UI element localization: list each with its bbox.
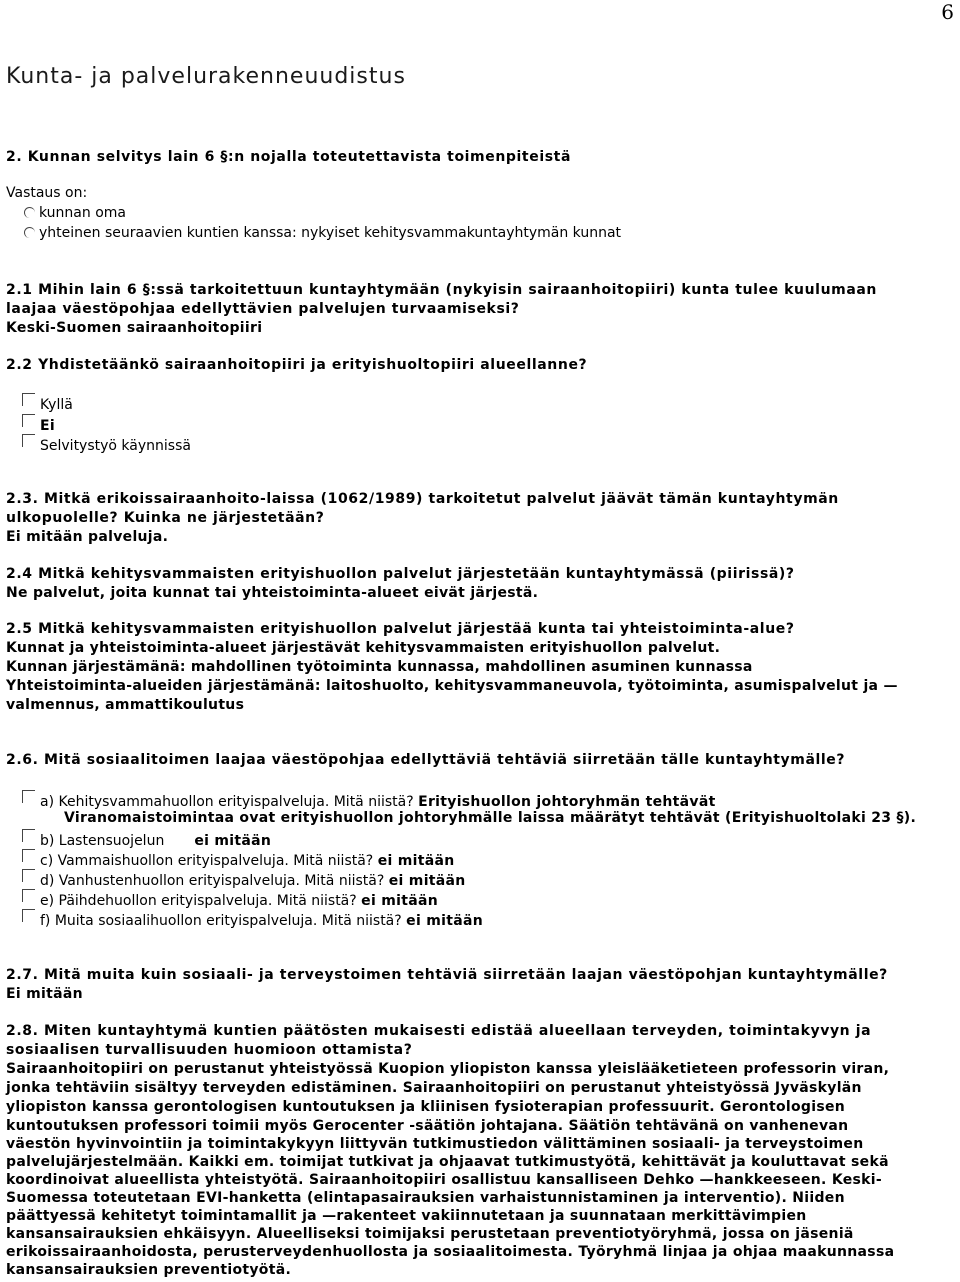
option-label: e) Päihdehuollon erityispalveluja. Mitä niistä? <box>40 893 357 909</box>
radio-icon[interactable] <box>24 207 35 218</box>
checkbox-icon[interactable] <box>22 869 35 882</box>
option-label: kunnan oma <box>39 205 126 221</box>
question-2-2-heading: 2.2 Yhdistetäänkö sairaanhoitopiiri ja erityishuoltopiiri alueellanne? <box>6 357 588 373</box>
answer-2-7: Ei mitään <box>6 986 83 1002</box>
answer-2-8-line: päättyessä kehitetyt toimintamallit ja —rakenteet vakiinnutetaan ja suunnataan merkittävimpien <box>6 1208 807 1224</box>
option-selvitystyo[interactable] <box>22 434 191 456</box>
checkbox-icon[interactable] <box>22 434 35 447</box>
option-kunnan-oma[interactable] <box>24 204 126 223</box>
option-answer: ei mitään <box>377 853 455 869</box>
answer-2-8-line: kuntoutuksen professori toimii myös Gerocenter -säätiön johtajana. Säätiön tehtävänä on vanhenevan <box>6 1118 849 1134</box>
answer-2-8-line: jonka tehtäviin sisältyy terveyden edistäminen. Sairaanhoitopiiri on perustanut yhteistyössä Jyväskylän <box>6 1080 862 1096</box>
question-2-1-line-2: laajaa väestöpohjaa edellyttävien palvelujen turvaamiseksi? <box>6 301 520 317</box>
option-label: Selvitystyö käynnissä <box>40 438 191 454</box>
option-answer: ei mitään <box>361 893 438 909</box>
answer-2-5-line-2: Kunnan järjestämänä: mahdollinen työtoiminta kunnassa, mahdollinen asuminen kunnassa <box>6 659 753 675</box>
answer-2-8-line: yliopiston kanssa gerontologisen kuntoutuksen ja kliinisen fysioterapian professuurit. Gerontologisen <box>6 1099 846 1115</box>
answer-2-8-line: kansansairauksien preventiotyötä. <box>6 1262 292 1278</box>
answer-2-3: Ei mitään palveluja. <box>6 529 169 545</box>
option-2-6-d[interactable] <box>22 869 466 891</box>
answer-2-8-line: kansansairauksien ehkäisyyn. Alueelliseksi toimijaksi perustetaan preventiotyöryhmä, jossa on jäseniä <box>6 1226 854 1242</box>
question-2-3-line-1: 2.3. Mitkä erikoissairaanhoito-laissa (1062/1989) tarkoitetut palvelut jäävät tämän kuntayhtymän <box>6 491 839 507</box>
radio-icon[interactable] <box>24 227 35 238</box>
option-label: d) Vanhustenhuollon erityispalveluja. Mitä niistä? <box>40 873 385 889</box>
answer-2-4: Ne palvelut, joita kunnat tai yhteistoiminta-alueet eivät järjestä. <box>6 585 539 601</box>
option-answer: Erityishuollon johtoryhmän tehtävät <box>418 794 716 810</box>
answer-2-8-line: väestön hyvinvointiin ja toimintakykyyn liittyvän tutkimustiedon välittäminen sosiaali- ja terveystoimen <box>6 1136 864 1152</box>
checkbox-icon[interactable] <box>22 909 35 922</box>
checkbox-icon[interactable] <box>22 414 35 427</box>
option-answer: ei mitään <box>194 833 272 849</box>
question-2-8-line-1: 2.8. Miten kuntayhtymä kuntien päätösten mukaisesti edistää alueellaan terveyden, toimintakyvyn ja <box>6 1023 872 1039</box>
option-2-6-b[interactable] <box>22 829 271 851</box>
question-2-3-line-2: ulkopuolelle? Kuinka ne järjestetään? <box>6 510 325 526</box>
checkbox-icon[interactable] <box>22 889 35 902</box>
checkbox-icon[interactable] <box>22 849 35 862</box>
question-2-7-heading: 2.7. Mitä muita kuin sosiaali- ja terveystoimen tehtäviä siirretään laajan väestöpohjan kuntayhtymälle? <box>6 967 888 983</box>
page-title: Kunta- ja palvelurakenneuudistus <box>6 64 406 89</box>
answer-2-8-line: koordinoivat alueellista yhteistyötä. Sairaanhoitopiiri osallistuu kansalliseen Dehko —hankkeeseen. Keski- <box>6 1172 882 1188</box>
page-number: 6 <box>941 0 954 24</box>
option-label: f) Muita sosiaalihuollon erityispalveluja. Mitä niistä? <box>40 913 402 929</box>
question-2-heading: 2. Kunnan selvitys lain 6 §:n nojalla toteutettavista toimenpiteistä <box>6 149 571 165</box>
option-label: Kyllä <box>40 397 73 413</box>
option-ei[interactable] <box>22 414 55 436</box>
question-2-5-heading: 2.5 Mitkä kehitysvammaisten erityishuollon palvelut järjestää kunta tai yhteistoiminta-alue? <box>6 621 795 637</box>
answer-2-1: Keski-Suomen sairaanhoitopiiri <box>6 320 263 336</box>
answer-2-5-line-4: valmennus, ammattikoulutus <box>6 697 245 713</box>
checkbox-icon[interactable] <box>22 829 35 842</box>
answer-2-8-line: Suomessa toteutetaan EVI-hanketta (elintapasairauksien varhaistunnistaminen ja interventio). Niiden <box>6 1190 845 1206</box>
answer-2-8-line: palvelujärjestelmään. Kaikki em. toimijat tutkivat ja ohjaavat tutkimustyötä, kehittävät ja kouluttavat sekä <box>6 1154 889 1170</box>
answer-2-5-line-1: Kunnat ja yhteistoiminta-alueet järjestävät kehitysvammaisten erityishuollon palvelut. <box>6 640 721 656</box>
option-kylla[interactable] <box>22 393 73 415</box>
answer-2-8-line: Sairaanhoitopiiri on perustanut yhteistyössä Kuopion yliopiston kanssa yleislääketieteen professorin viran, <box>6 1061 890 1077</box>
option-label: Ei <box>40 418 55 434</box>
option-label: b) Lastensuojelun <box>40 833 165 849</box>
question-2-1-line-1: 2.1 Mihin lain 6 §:ssä tarkoitettuun kuntayhtymään (nykyisin sairaanhoitopiiri) kunta tulee kuulumaan <box>6 282 877 298</box>
option-2-6-e[interactable] <box>22 889 438 911</box>
option-label: a) Kehitysvammahuollon erityispalveluja. Mitä niistä? <box>40 794 414 810</box>
option-label: c) Vammaishuollon erityispalveluja. Mitä niistä? <box>40 853 374 869</box>
checkbox-icon[interactable] <box>22 393 35 406</box>
answer-2-8-line: erikoissairaanhoidosta, perusterveydenhuollosta ja sosiaalitoimesta. Työryhmä linjaa ja ohjaa maakunnassa <box>6 1244 895 1260</box>
question-2-4-heading: 2.4 Mitkä kehitysvammaisten erityishuollon palvelut järjestetään kuntayhtymässä (piirissä)? <box>6 566 795 582</box>
answer-label: Vastaus on: <box>6 185 88 201</box>
answer-2-5-line-3: Yhteistoiminta-alueiden järjestämänä: laitoshuolto, kehitysvammaneuvola, työtoiminta, asumispalvelut ja — <box>6 678 898 694</box>
question-2-8-line-2: sosiaalisen turvallisuuden huomioon ottamista? <box>6 1042 413 1058</box>
option-yhteinen[interactable] <box>24 224 621 243</box>
option-answer: ei mitään <box>388 873 466 889</box>
option-2-6-f[interactable] <box>22 909 483 931</box>
option-2-6-a-continuation: Viranomaistoimintaa ovat erityishuollon johtoryhmälle laissa määrätyt tehtävät (Erityishuoltolaki 23 §). <box>64 810 917 826</box>
option-answer: ei mitään <box>406 913 483 929</box>
option-2-6-c[interactable] <box>22 849 455 871</box>
option-label: yhteinen seuraavien kuntien kanssa: nykyiset kehitysvammakuntayhtymän kunnat <box>39 225 622 241</box>
checkbox-icon[interactable] <box>22 790 35 803</box>
question-2-6-heading: 2.6. Mitä sosiaalitoimen laajaa väestöpohjaa edellyttäviä tehtäviä siirretään tälle kuntayhtymälle? <box>6 752 846 768</box>
